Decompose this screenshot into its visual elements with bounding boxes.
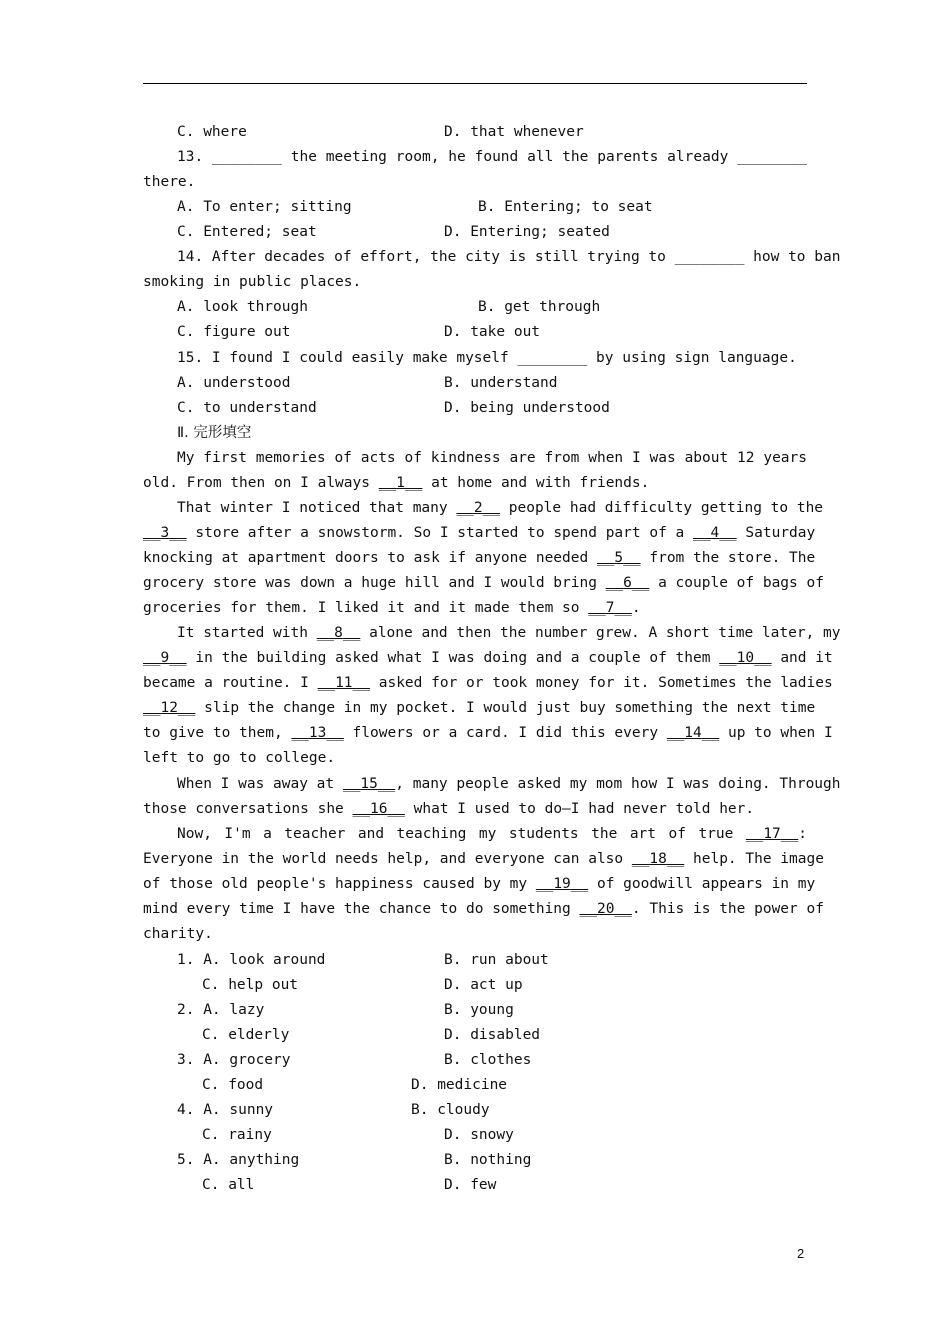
passage-line: to give to them, __13__ flowers or a card. I did this every __14__ up to when I bbox=[143, 725, 833, 741]
passage-line: charity. bbox=[143, 926, 213, 942]
section-heading-cloze: Ⅱ. 完形填空 bbox=[177, 425, 252, 441]
answer-option: B. clothes bbox=[444, 1052, 532, 1068]
blank-20: __20__ bbox=[579, 901, 632, 917]
q12-option-d: D. that whenever bbox=[444, 124, 584, 140]
answer-option: D. medicine bbox=[411, 1077, 508, 1093]
answer-option: 5. A. anything bbox=[177, 1152, 300, 1168]
q15-option-c: C. to understand bbox=[177, 400, 317, 416]
passage-line: __9__ in the building asked what I was doing and a couple of them __10__ and it bbox=[143, 650, 833, 666]
passage-line: That winter I noticed that many __2__ people had difficulty getting to the bbox=[177, 500, 824, 516]
passage-line: __12__ slip the change in my pocket. I would just buy something the next time bbox=[143, 700, 816, 716]
blank-14: __14__ bbox=[666, 725, 720, 741]
blank-16: __16__ bbox=[352, 801, 405, 817]
passage-line: of those old people's happiness caused by my __19__ of goodwill appears in my bbox=[143, 876, 816, 892]
passage-line: groceries for them. I liked it and it made them so __7__. bbox=[143, 600, 641, 616]
page-number: 2 bbox=[797, 1246, 805, 1261]
header-rule bbox=[143, 83, 807, 84]
blank-17: __17__ bbox=[745, 826, 799, 842]
answer-option: C. elderly bbox=[202, 1027, 290, 1043]
answer-option: C. help out bbox=[202, 977, 299, 993]
answer-option: D. few bbox=[444, 1177, 497, 1193]
q13-stem: 13. ________ the meeting room, he found all the parents already ________ bbox=[177, 149, 807, 165]
blank-4: __4__ bbox=[693, 525, 737, 541]
answer-option: C. rainy bbox=[202, 1127, 272, 1143]
answer-option: C. food bbox=[202, 1077, 264, 1093]
passage-line: Everyone in the world needs help, and everyone can also __18__ help. The image bbox=[143, 851, 824, 867]
passage-line: mind every time I have the chance to do something __20__. This is the power of bbox=[143, 901, 824, 917]
blank-12: __12__ bbox=[143, 700, 196, 716]
blank-18: __18__ bbox=[631, 851, 685, 867]
answer-option: 3. A. grocery bbox=[177, 1052, 291, 1068]
q14-stem-cont: smoking in public places. bbox=[143, 274, 362, 290]
blank-11: __11__ bbox=[317, 675, 371, 691]
passage-line: became a routine. I __11__ asked for or took money for it. Sometimes the ladies bbox=[143, 675, 833, 691]
q13-option-b: B. Entering; to seat bbox=[478, 199, 653, 215]
q13-option-d: D. Entering; seated bbox=[444, 224, 610, 240]
passage-line: old. From then on I always __1__ at home and with friends. bbox=[143, 475, 650, 491]
answer-option: C. all bbox=[202, 1177, 255, 1193]
blank-1: __1__ bbox=[378, 475, 423, 491]
answer-option: B. young bbox=[444, 1002, 514, 1018]
q15-stem: 15. I found I could easily make myself ________ by using sign language. bbox=[177, 350, 797, 366]
answer-option: 4. A. sunny bbox=[177, 1102, 274, 1118]
q14-option-b: B. get through bbox=[478, 299, 601, 315]
passage-line: knocking at apartment doors to ask if anyone needed __5__ from the store. The bbox=[143, 550, 816, 566]
answer-option: B. run about bbox=[444, 952, 549, 968]
answer-option: B. nothing bbox=[444, 1152, 532, 1168]
blank-5: __5__ bbox=[596, 550, 641, 566]
passage-line: grocery store was down a huge hill and I would bring __6__ a couple of bags of bbox=[143, 575, 824, 591]
blank-8: __8__ bbox=[316, 625, 361, 641]
blank-10: __10__ bbox=[719, 650, 772, 666]
answer-option: D. snowy bbox=[444, 1127, 514, 1143]
passage-line: __3__ store after a snowstorm. So I started to spend part of a __4__ Saturday bbox=[143, 525, 816, 541]
q15-option-b: B. understand bbox=[444, 375, 558, 391]
q14-option-c: C. figure out bbox=[177, 324, 291, 340]
q13-option-a: A. To enter; sitting bbox=[177, 199, 352, 215]
answer-option: 2. A. lazy bbox=[177, 1002, 265, 1018]
q12-option-c: C. where bbox=[177, 124, 247, 140]
blank-13: __13__ bbox=[291, 725, 344, 741]
q15-option-a: A. understood bbox=[177, 375, 291, 391]
passage-line: those conversations she __16__ what I used to do—I had never told her. bbox=[143, 801, 755, 817]
q15-option-d: D. being understood bbox=[444, 400, 610, 416]
passage-line: When I was away at __15__, many people asked my mom how I was doing. Through bbox=[177, 776, 841, 792]
q13-stem-cont: there. bbox=[143, 174, 196, 190]
answer-option: 1. A. look around bbox=[177, 952, 326, 968]
q13-option-c: C. Entered; seat bbox=[177, 224, 317, 240]
blank-7: __7__ bbox=[588, 600, 632, 616]
blank-19: __19__ bbox=[535, 876, 589, 892]
answer-option: D. act up bbox=[444, 977, 523, 993]
passage-line: It started with __8__ alone and then the number grew. A short time later, my bbox=[177, 625, 841, 641]
passage-line: Now, I'm a teacher and teaching my students the art of true __17__: bbox=[177, 826, 807, 842]
q14-option-a: A. look through bbox=[177, 299, 308, 315]
passage-line: My first memories of acts of kindness are from when I was about 12 years bbox=[177, 450, 807, 466]
blank-15: __15__ bbox=[342, 776, 396, 792]
blank-9: __9__ bbox=[143, 650, 187, 666]
q14-option-d: D. take out bbox=[444, 324, 541, 340]
blank-6: __6__ bbox=[605, 575, 650, 591]
q14-stem: 14. After decades of effort, the city is still trying to ________ how to ban bbox=[177, 249, 841, 265]
blank-3: __3__ bbox=[143, 525, 187, 541]
blank-2: __2__ bbox=[456, 500, 501, 516]
answer-option: D. disabled bbox=[444, 1027, 541, 1043]
passage-line: left to go to college. bbox=[143, 750, 336, 766]
answer-option: B. cloudy bbox=[411, 1102, 490, 1118]
